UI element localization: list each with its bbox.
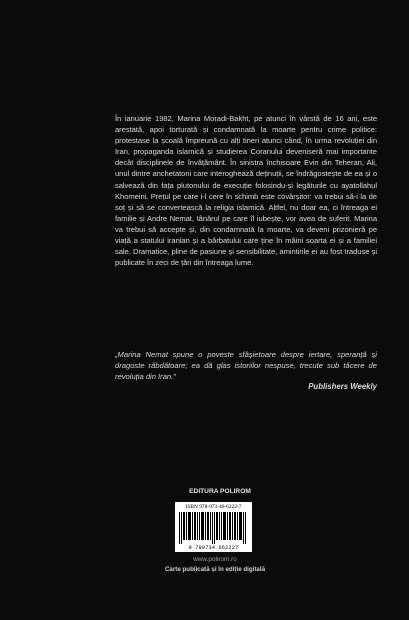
digital-edition-note: Carte publicată și în ediție digitală	[164, 566, 266, 573]
ean-number: 9 789734 662227	[188, 545, 239, 551]
isbn-text: ISBN 978-973-46-6222-7	[185, 504, 242, 510]
book-blurb: În ianuarie 1982, Marina Moradi-Bakht, pe atunci în vârstă de 16 ani, este arestată, apoi torturată și condamnată la moarte pentru crime politice: protestase la școală împreună cu alți tineri atunci când, în urma revoluției din Iran, propaganda islamică și studierea Coranului deveniseră mai importante decât disciplinele de învățământ. În sinistra închisoare Evin din Teheran, Ali, unul dintre anchetatorii care interoghează deținuții, se îndrăgostește de ea și o salvează din fața plutonului de execuție folosindu-și legăturile cu ayatollahul Khomeini. Prețul pe care i-l cere în schimb este covârșitor: va trebui să-i la de soț și să se convertească la religia islamică. Altfel, nu doar ea, ci întreaga ei familie și Andre Nemat, tânărul pe care îl iubește, vor avea de suferit. Marina va trebui să accepte și, din condamnată la moarte, va deveni prizonieră pe viață a statului iranian și a bărbatului care ține în mâini soarta ei și a familiei sale. Dramatice, pline de pasiune și sensibilitate, amintirile ei au fost traduse și publicate în zeci de țări din întreaga lume.	[115, 114, 377, 268]
barcode-bars-icon	[179, 512, 248, 544]
review-quote: „Marina Nemat spune o poveste sfâșietoare despre iertare, speranță și dragoste răbdătoare; ea dă glas istoriilor nespuse, trecute sub tăcere de revoluția din Iran.”	[115, 350, 377, 382]
publisher-website: www.polirom.ro	[193, 556, 237, 563]
barcode	[175, 502, 252, 552]
publisher-name: EDITURA POLIROM	[189, 488, 251, 495]
quote-source: Publishers Weekly	[308, 382, 377, 391]
